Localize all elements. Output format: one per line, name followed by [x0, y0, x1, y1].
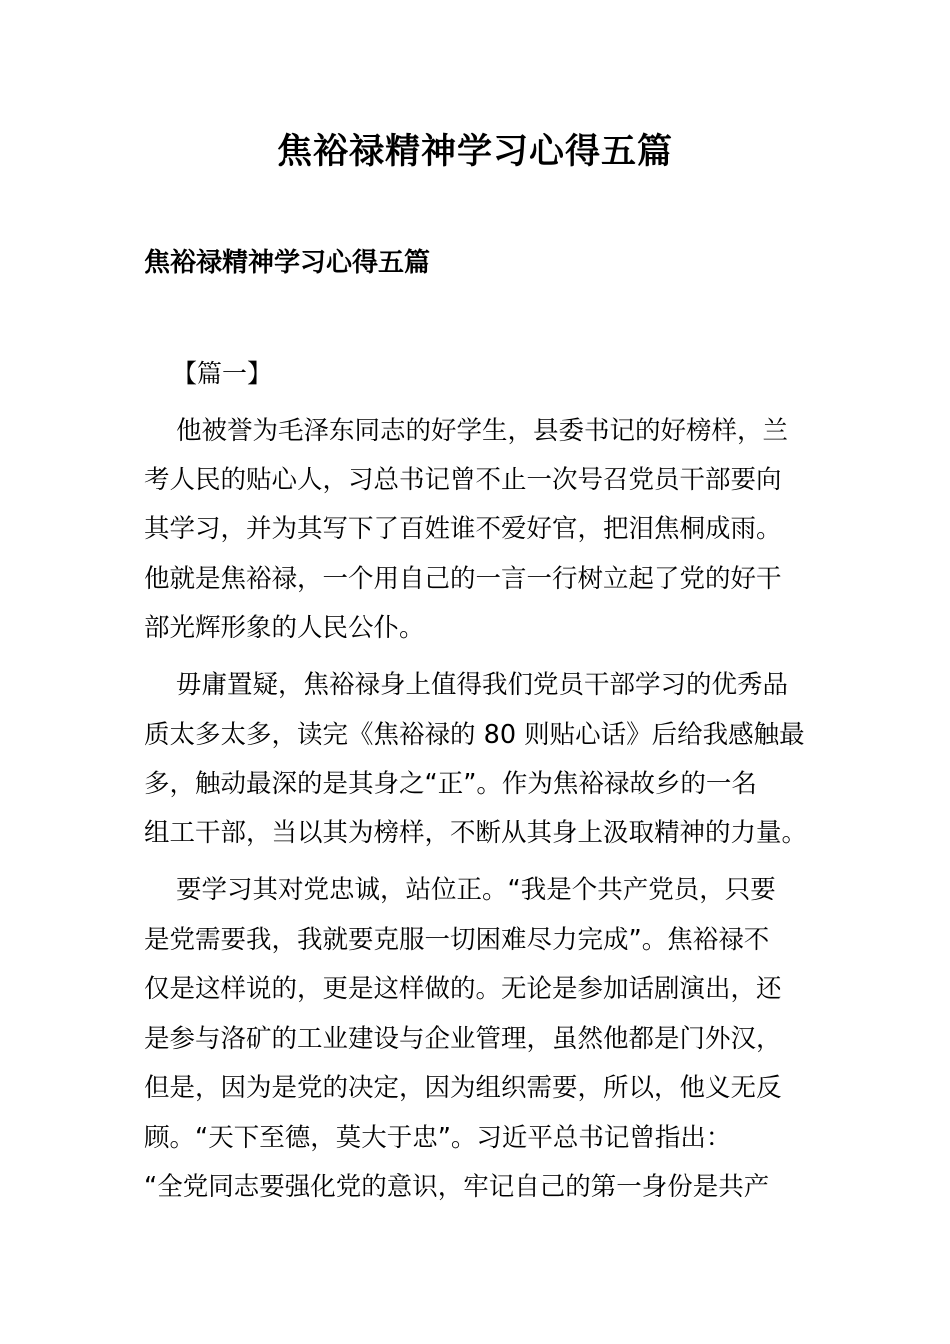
body-line: 他被誉为毛泽东同志的好学生，县委书记的好榜样，兰 [176, 416, 789, 446]
body-line: “全党同志要强化党的意识，牢记自己的第一身份是共产 [144, 1172, 770, 1202]
document-title: 焦裕禄精神学习心得五篇 [276, 132, 673, 172]
body-line: 毋庸置疑，焦裕禄身上值得我们党员干部学习的优秀品 [176, 670, 789, 700]
body-line: 他就是焦裕禄，一个用自己的一言一行树立起了党的好干 [144, 564, 782, 594]
body-line: 仅是这样说的，更是这样做的。无论是参加话剧演出，还 [144, 974, 782, 1004]
body-line: 顾。“天下至德，莫大于忠”。习近平总书记曾指出： [144, 1123, 732, 1153]
body-line: 组工干部，当以其为榜样，不断从其身上汲取精神的力量。 [144, 818, 808, 848]
body-line: 是党需要我，我就要克服一切困难尽力完成”。焦裕禄不 [144, 925, 770, 955]
body-line: 要学习其对党忠诚，站位正。“我是个共产党员，只要 [176, 875, 776, 905]
body-line: 质太多太多，读完《焦裕禄的 80 则贴心话》后给我感触最 [144, 720, 805, 750]
body-line: 部光辉形象的人民公仆。 [144, 613, 425, 643]
body-line: 但是，因为是党的决定，因为组织需要，所以，他义无反 [144, 1073, 782, 1103]
body-line: 多，触动最深的是其身之“正”。作为焦裕禄故乡的一名 [144, 769, 757, 799]
document-subtitle: 焦裕禄精神学习心得五篇 [144, 248, 431, 278]
body-line: 是参与洛矿的工业建设与企业管理，虽然他都是门外汉， [144, 1024, 782, 1054]
body-line: 考人民的贴心人，习总书记曾不止一次号召党员干部要向 [144, 465, 782, 495]
body-line: 其学习，并为其写下了百姓谁不爱好官，把泪焦桐成雨。 [144, 514, 782, 544]
section-label: 【篇一】 [172, 359, 273, 388]
